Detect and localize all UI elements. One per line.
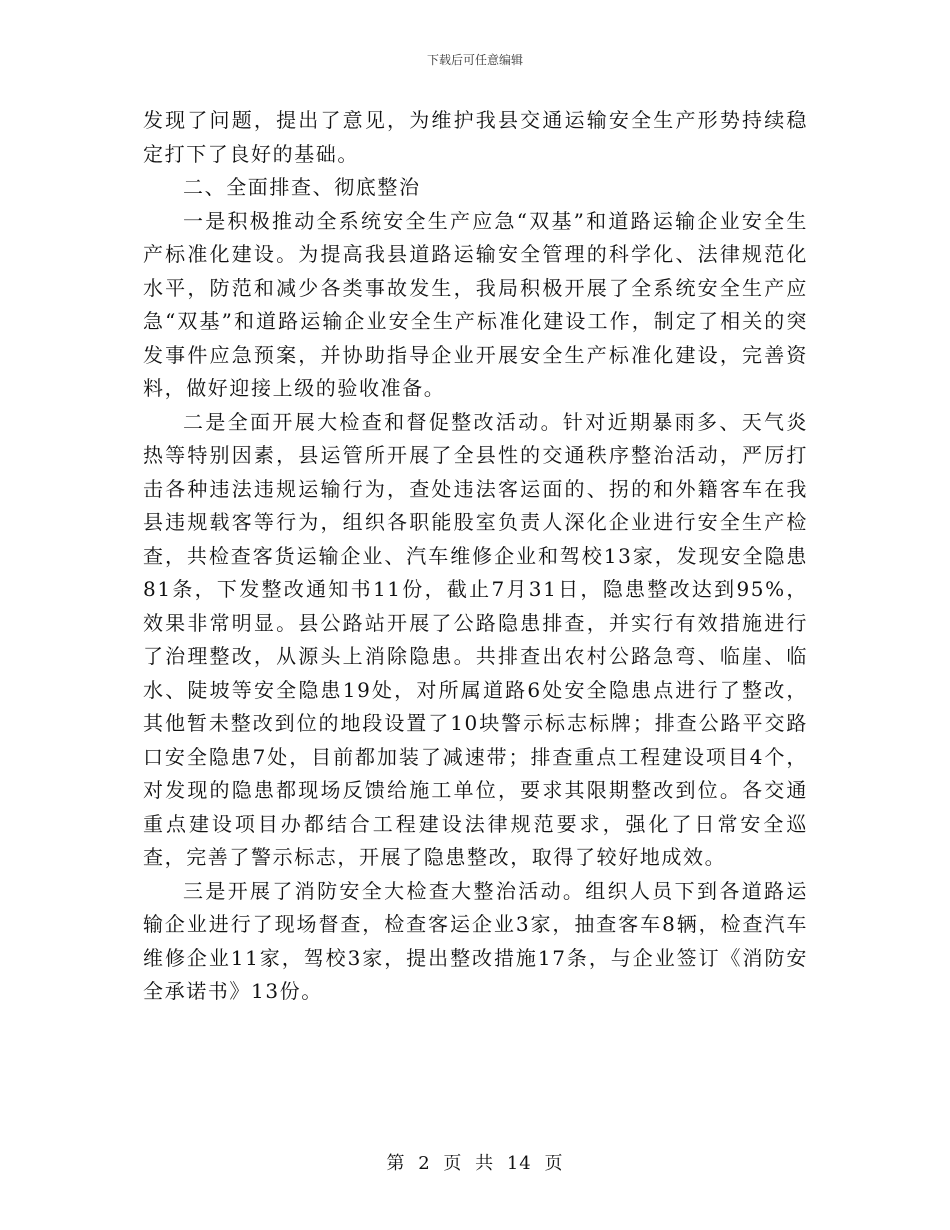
- paragraph-inspection-rectification: 二是全面开展大检查和督促整改活动。针对近期暴雨多、天气炎热等特别因素，县运管所开展了全县性的交通秩序整治活动，严厉打击各种违法违规运输行为，查处违法客运面的、拐的和外籍客车在我县违规载客等行为，组织各职能股室负责人深化企业进行安全生产检查，共检查客货运输企业、汽车维修企业和驾校13家，发现安全隐患81条，下发整改通知书11份，截止7月31日，隐患整改达到95%，效果非常明显。县公路站开展了公路隐患排查，并实行有效措施进行了治理整改，从源头上消除隐患。共排查出农村公路急弯、临崖、临水、陡坡等安全隐患19处，对所属道路6处安全隐患点进行了整改，其他暂未整改到位的地段设置了10块警示标志标牌；排查公路平交路口安全隐患7处，目前都加装了减速带；排查重点工程建设项目4个，对发现的隐患都现场反馈给施工单位，要求其限期整改到位。各交通重点建设项目办都结合工程建设法律规范要求，强化了日常安全巡查，完善了警示标志，开展了隐患整改，取得了较好地成效。: [143, 409, 808, 869]
- page-header-note: 下载后可任意编辑: [426, 53, 523, 67]
- section-heading: 二、全面排查、彻底整治: [183, 175, 421, 199]
- paragraph-standardization: 一是积极推动全系统安全生产应急“双基”和道路运输企业安全生产标准化建设。为提高我县道路运输安全管理的科学化、法律规范化水平，防范和减少各类事故发生，我局积极开展了全系统安全生产应急“双基”和道路运输企业安全生产标准化建设工作，制定了相关的突发事件应急预案，并协助指导企业开展安全生产标准化建设，完善资料，做好迎接上级的验收准备。: [143, 208, 808, 400]
- paragraph-continuation: 发现了问题，提出了意见，为维护我县交通运输安全生产形势持续稳定打下了良好的基础。: [143, 108, 808, 166]
- document-body: [143, 104, 808, 1009]
- page-number: 第 2 页 共 14 页: [386, 1153, 564, 1174]
- paragraph-fire-safety: 三是开展了消防安全大检查大整治活动。组织人员下到各道路运输企业进行了现场督查，检查客运企业3家，抽查客车8辆，检查汽车维修企业11家，驾校3家，提出整改措施17条，与企业签订《消防安全承诺书》13份。: [143, 878, 808, 1003]
